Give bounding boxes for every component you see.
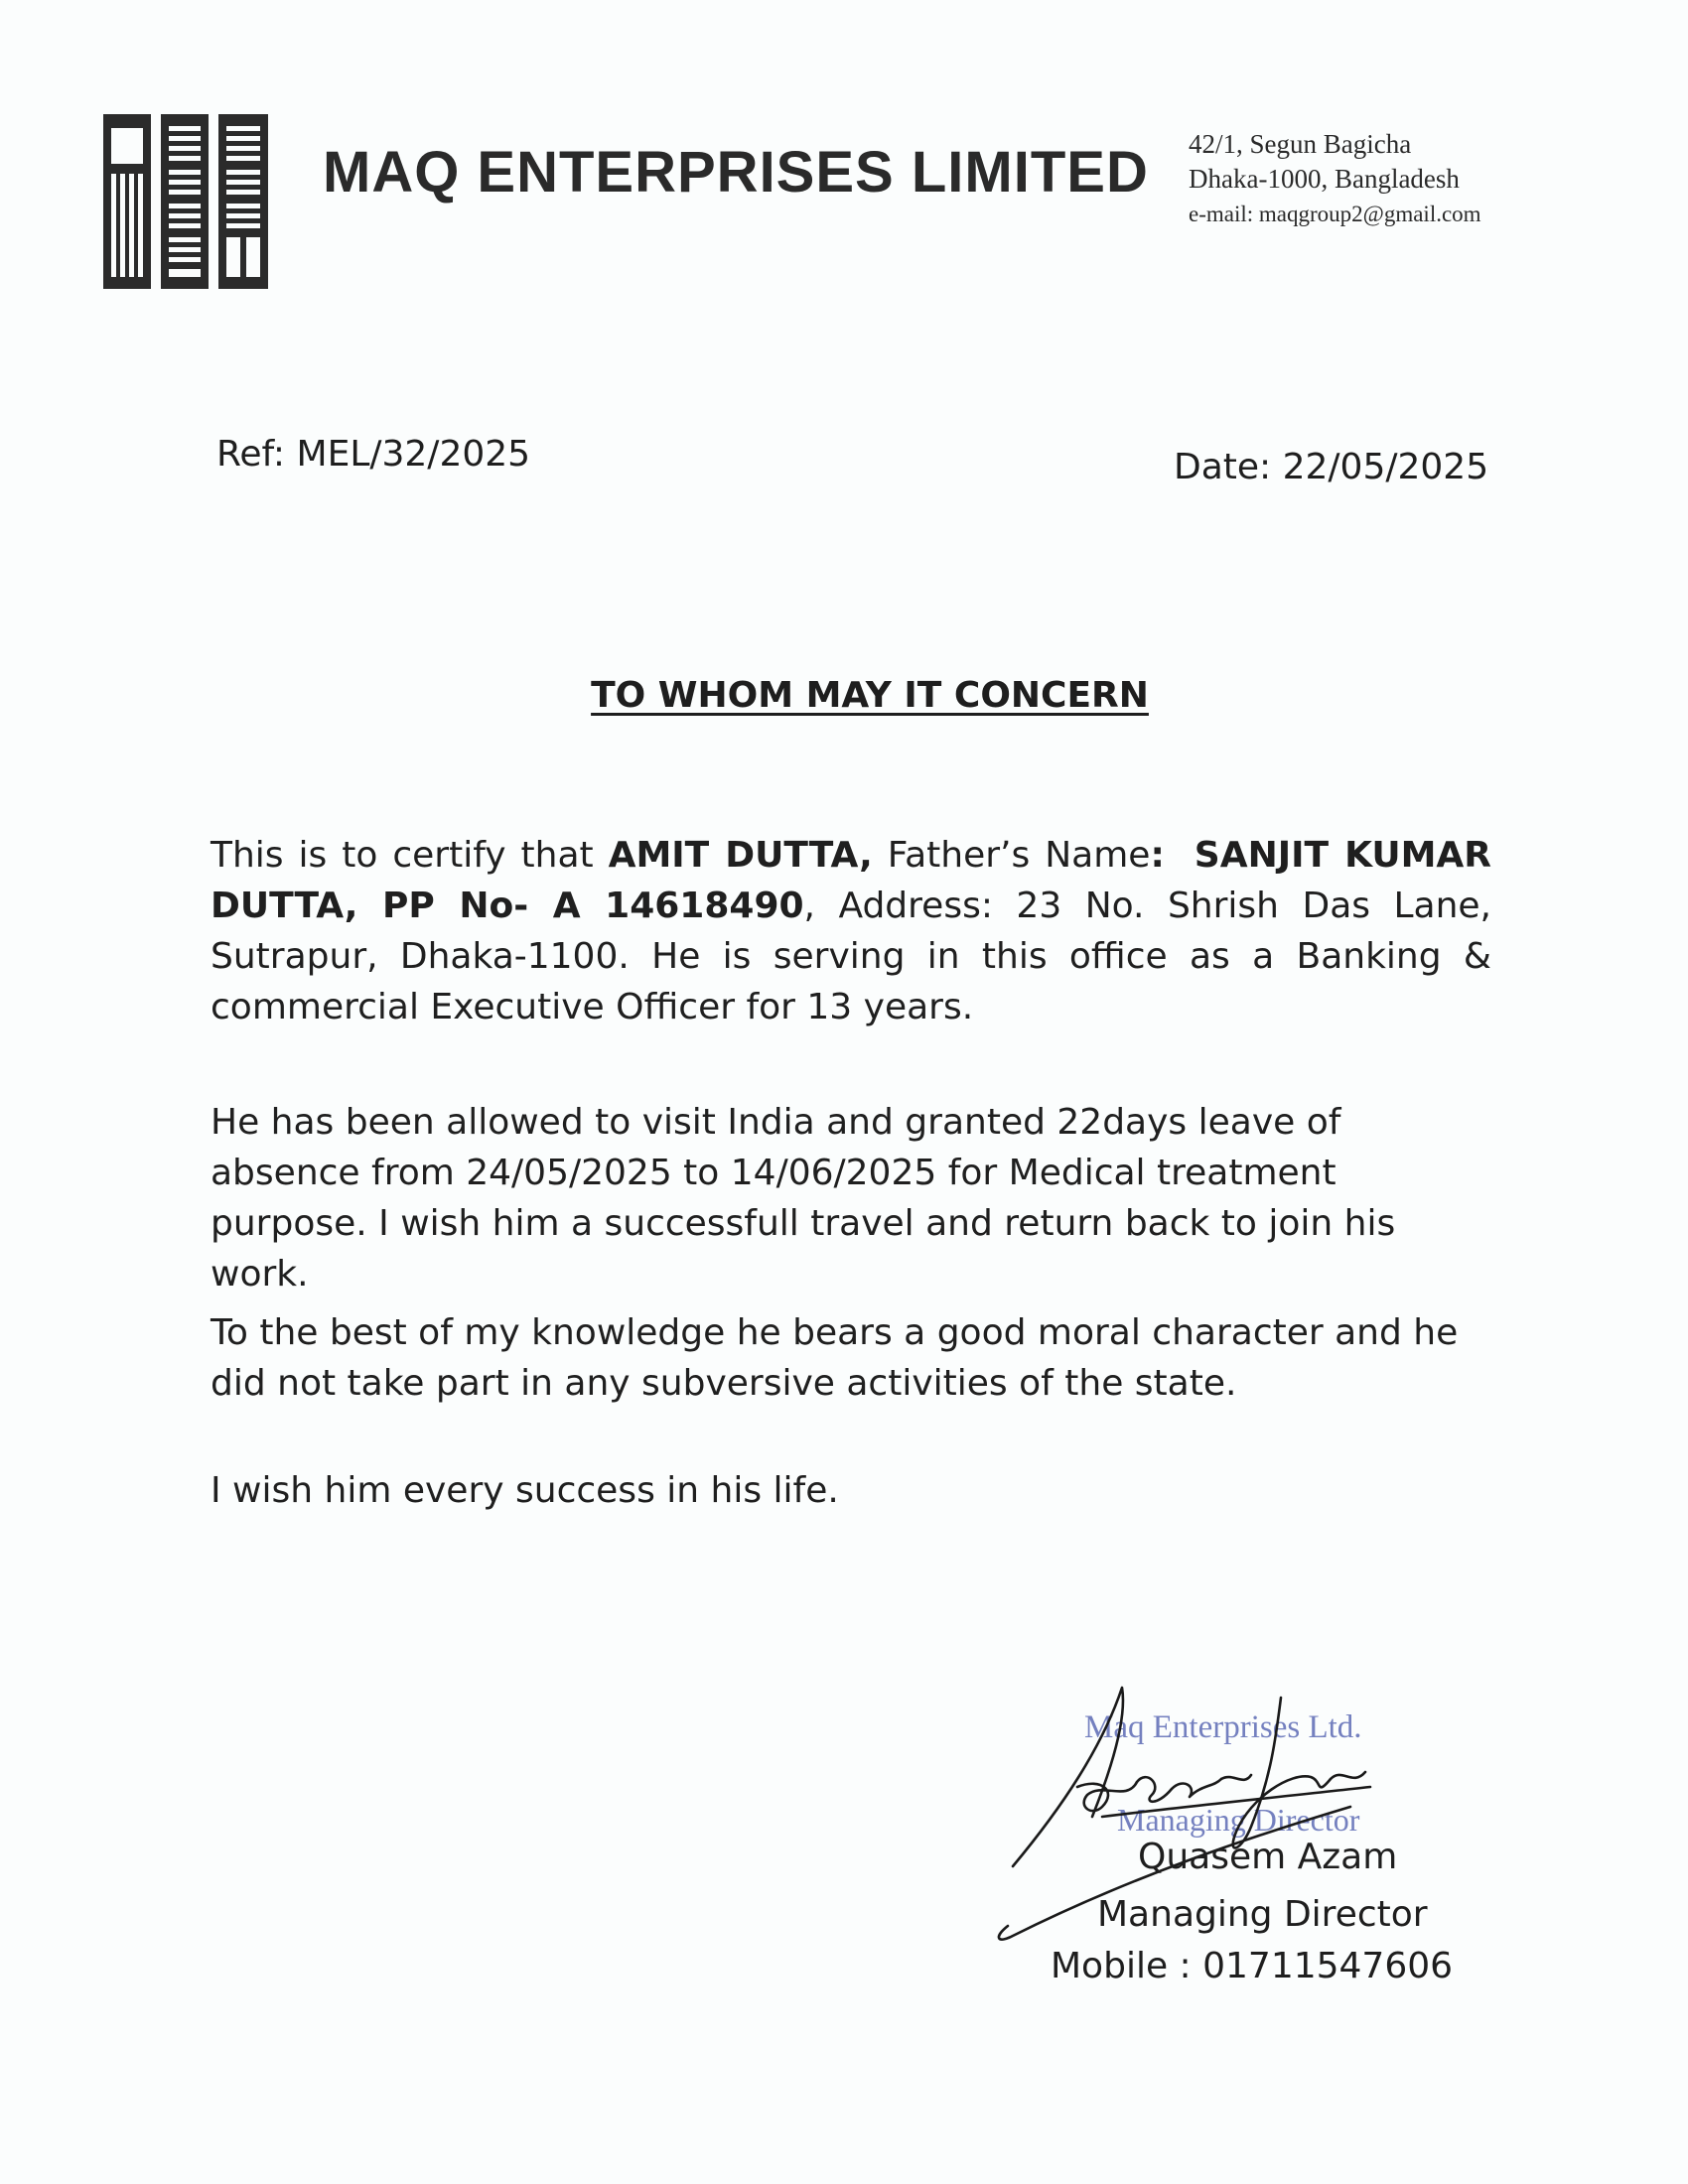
father-name-passport: SANJIT KUMAR DUTTA, PP No- A 14618490 — [211, 835, 1492, 926]
signatory-mobile: Mobile : 01711547606 — [1051, 1946, 1454, 1986]
intro-text: This is to certify that — [211, 835, 609, 876]
company-email: e-mail: maqgroup2@gmail.com — [1189, 202, 1481, 226]
letter-date: Date: 22/05/2025 — [1174, 447, 1489, 487]
certification-paragraph — [211, 830, 1491, 1032]
company-stamp: Maq Enterprises Ltd. — [1084, 1709, 1362, 1745]
closing-paragraph: I wish him every success in his life. — [211, 1470, 839, 1511]
letter-subject: TO WHOM MAY IT CONCERN — [591, 675, 1149, 716]
address-line-2: Dhaka-1000, Bangladesh — [1189, 164, 1460, 194]
stamp-title: Managing Director — [1117, 1802, 1360, 1838]
company-address — [1189, 127, 1481, 231]
father-colon: : — [1150, 835, 1165, 876]
character-paragraph: To the best of my knowledge he bears a good moral character and he did not take part in any subversive activities of the state. — [211, 1312, 1459, 1404]
employee-address: , Address: 23 No. Shrish Das Lane, Sutrapur, Dhaka-1100. He is serving in this office as a Banking & commercial Executive Officer for 13 years. — [211, 886, 1492, 1027]
signatory-title: Managing Director — [1097, 1894, 1428, 1935]
address-line-1: 42/1, Segun Bagicha — [1189, 129, 1412, 159]
signatory-name: Quasem Azam — [1138, 1837, 1398, 1877]
building-logo-icon — [103, 114, 268, 289]
father-label: Father’s Name — [872, 835, 1151, 876]
company-name: MAQ ENTERPRISES LIMITED — [323, 140, 1149, 205]
employee-name: AMIT DUTTA, — [608, 835, 873, 876]
reference-number: Ref: MEL/32/2025 — [216, 434, 531, 475]
leave-paragraph: He has been allowed to visit India and granted 22days leave of absence from 24/05/2025 to 14/06/2025 for Medical treatment purpose. I wish him a successfull travel and return back to join his work. — [211, 1102, 1396, 1295]
